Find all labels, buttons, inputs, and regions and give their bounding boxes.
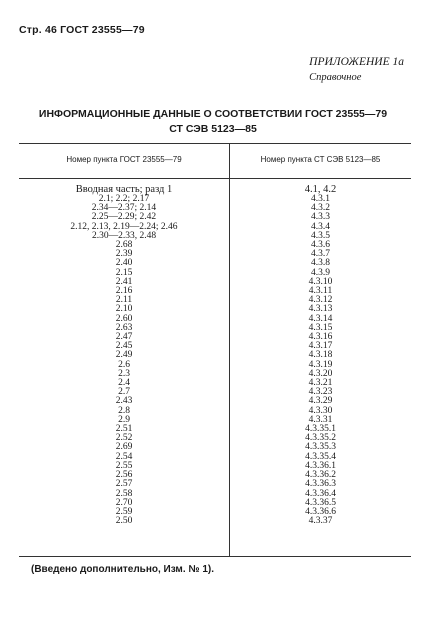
table-cell: 4.3.14 bbox=[308, 313, 333, 324]
table-cell: 4.3.29 bbox=[308, 396, 333, 407]
table-cell: 4.3.15 bbox=[308, 322, 333, 333]
table-cell: 4.3.4 bbox=[311, 221, 330, 232]
table-cell: 2.59 bbox=[115, 506, 133, 517]
table-cell: 2.51 bbox=[115, 424, 133, 435]
table-cell: 2.58 bbox=[115, 488, 133, 499]
table-cell: 4.3.10 bbox=[308, 276, 333, 287]
table-cell: 4.3.21 bbox=[308, 378, 333, 389]
table-cell: 4.3.12 bbox=[308, 295, 333, 306]
table-cell: 2.40 bbox=[115, 258, 133, 269]
page-header: Стр. 46 ГОСТ 23555—79 bbox=[19, 24, 145, 36]
table-cell: 2.70 bbox=[115, 497, 133, 508]
table-cell: 4.3.19 bbox=[308, 359, 333, 370]
table-cell: 2.49 bbox=[115, 350, 133, 361]
correspondence-table bbox=[19, 143, 411, 557]
table-cell: 4.3.3 bbox=[311, 212, 330, 223]
table-cell: 2.3 bbox=[118, 368, 130, 379]
table-cell: 2.56 bbox=[115, 470, 133, 481]
table-cell: 2.4 bbox=[118, 378, 130, 389]
table-cell: 4.3.5 bbox=[311, 230, 330, 241]
table-cell: 2.25—2.29; 2.42 bbox=[91, 212, 157, 223]
table-cell: 2.41 bbox=[115, 276, 133, 287]
table-cell: 4.3.18 bbox=[308, 350, 333, 361]
header-gost-clause: Номер пункта ГОСТ 23555—79 bbox=[66, 155, 182, 164]
st-sev-clause-column bbox=[230, 185, 411, 526]
table-cell: 4.3.31 bbox=[308, 414, 333, 425]
table-cell: 2.30—2.33, 2.48 bbox=[91, 230, 157, 241]
table-cell: 4.3.36.3 bbox=[305, 479, 336, 490]
table-cell: 2.69 bbox=[115, 442, 133, 453]
table-cell: 4.3.37 bbox=[308, 516, 333, 527]
table-cell: 4.3.35.1 bbox=[305, 424, 336, 435]
table-cell: 2.52 bbox=[115, 433, 133, 444]
table-header-row bbox=[19, 144, 411, 179]
appendix-subtitle: Справочное bbox=[309, 72, 362, 83]
table-cell: 4.3.35.4 bbox=[305, 451, 336, 462]
appendix-title: ПРИЛОЖЕНИЕ 1а bbox=[309, 56, 404, 68]
table-cell: 4.3.36.5 bbox=[305, 497, 336, 508]
table-cell: 2.9 bbox=[118, 414, 130, 425]
table-cell: 4.3.7 bbox=[311, 249, 330, 260]
table-cell: 4.3.36.2 bbox=[305, 470, 336, 481]
header-st-sev-clause: Номер пункта СТ СЭВ 5123—85 bbox=[260, 155, 381, 164]
table-cell: 4.3.6 bbox=[311, 240, 330, 251]
table-cell: 2.6 bbox=[118, 359, 130, 370]
table-cell: 2.54 bbox=[115, 451, 133, 462]
table-cell: 4.3.35.3 bbox=[305, 442, 336, 453]
table-cell: 4.3.9 bbox=[311, 267, 330, 278]
table-cell: 4.3.30 bbox=[308, 405, 333, 416]
table-cell: 4.3.35.2 bbox=[305, 433, 336, 444]
table-cell: 4.3.2 bbox=[311, 203, 330, 214]
table-cell: 2.55 bbox=[115, 460, 133, 471]
table-cell: 2.39 bbox=[115, 249, 133, 260]
table-cell: 2.60 bbox=[115, 313, 133, 324]
table-cell: 2.68 bbox=[115, 240, 133, 251]
table-cell: Вводная часть; разд 1 bbox=[75, 184, 173, 195]
table-cell: 4.3.36.1 bbox=[305, 460, 336, 471]
table-cell: 2.63 bbox=[115, 322, 133, 333]
table-cell: 4.3.1 bbox=[311, 194, 330, 204]
table-cell: 2.43 bbox=[115, 396, 133, 407]
table-cell: 4.3.8 bbox=[311, 258, 330, 269]
table-cell: 2.1; 2.2; 2.17 bbox=[98, 194, 150, 204]
table-cell: 4.3.13 bbox=[308, 304, 333, 315]
table-cell: 4.3.20 bbox=[308, 368, 333, 379]
table-cell: 2.10 bbox=[115, 304, 133, 315]
table-cell: 2.7 bbox=[118, 387, 130, 398]
table-cell: 2.16 bbox=[115, 286, 133, 297]
table-cell: 2.11 bbox=[115, 295, 133, 306]
table-cell: 2.34—2.37; 2.14 bbox=[91, 203, 157, 214]
appendix-label bbox=[309, 56, 404, 83]
amendment-note: (Введено дополнительно, Изм. № 1). bbox=[31, 564, 214, 575]
table-cell: 2.50 bbox=[115, 516, 133, 527]
title-line-2: СТ СЭВ 5123—85 bbox=[169, 123, 257, 135]
table-cell: 2.45 bbox=[115, 341, 133, 352]
table-cell: 2.12, 2.13, 2.19—2.24; 2.46 bbox=[70, 221, 178, 232]
table-cell: 2.47 bbox=[115, 332, 133, 343]
table-cell: 4.3.36.6 bbox=[305, 506, 336, 517]
document-title bbox=[0, 107, 426, 137]
table-cell: 2.8 bbox=[118, 405, 130, 416]
table-cell: 4.3.23 bbox=[308, 387, 333, 398]
table-cell: 2.57 bbox=[115, 479, 133, 490]
table-cell: 4.3.17 bbox=[308, 341, 333, 352]
gost-clause-column bbox=[19, 185, 229, 526]
table-cell: 2.15 bbox=[115, 267, 133, 278]
title-line-1: ИНФОРМАЦИОННЫЕ ДАННЫЕ О СООТВЕТСТВИИ ГОСТ 23555—79 bbox=[38, 108, 388, 120]
table-cell: 4.1, 4.2 bbox=[304, 184, 337, 195]
table-cell: 4.3.11 bbox=[308, 286, 333, 297]
table-cell: 4.3.16 bbox=[308, 332, 333, 343]
table-cell: 4.3.36.4 bbox=[305, 488, 336, 499]
